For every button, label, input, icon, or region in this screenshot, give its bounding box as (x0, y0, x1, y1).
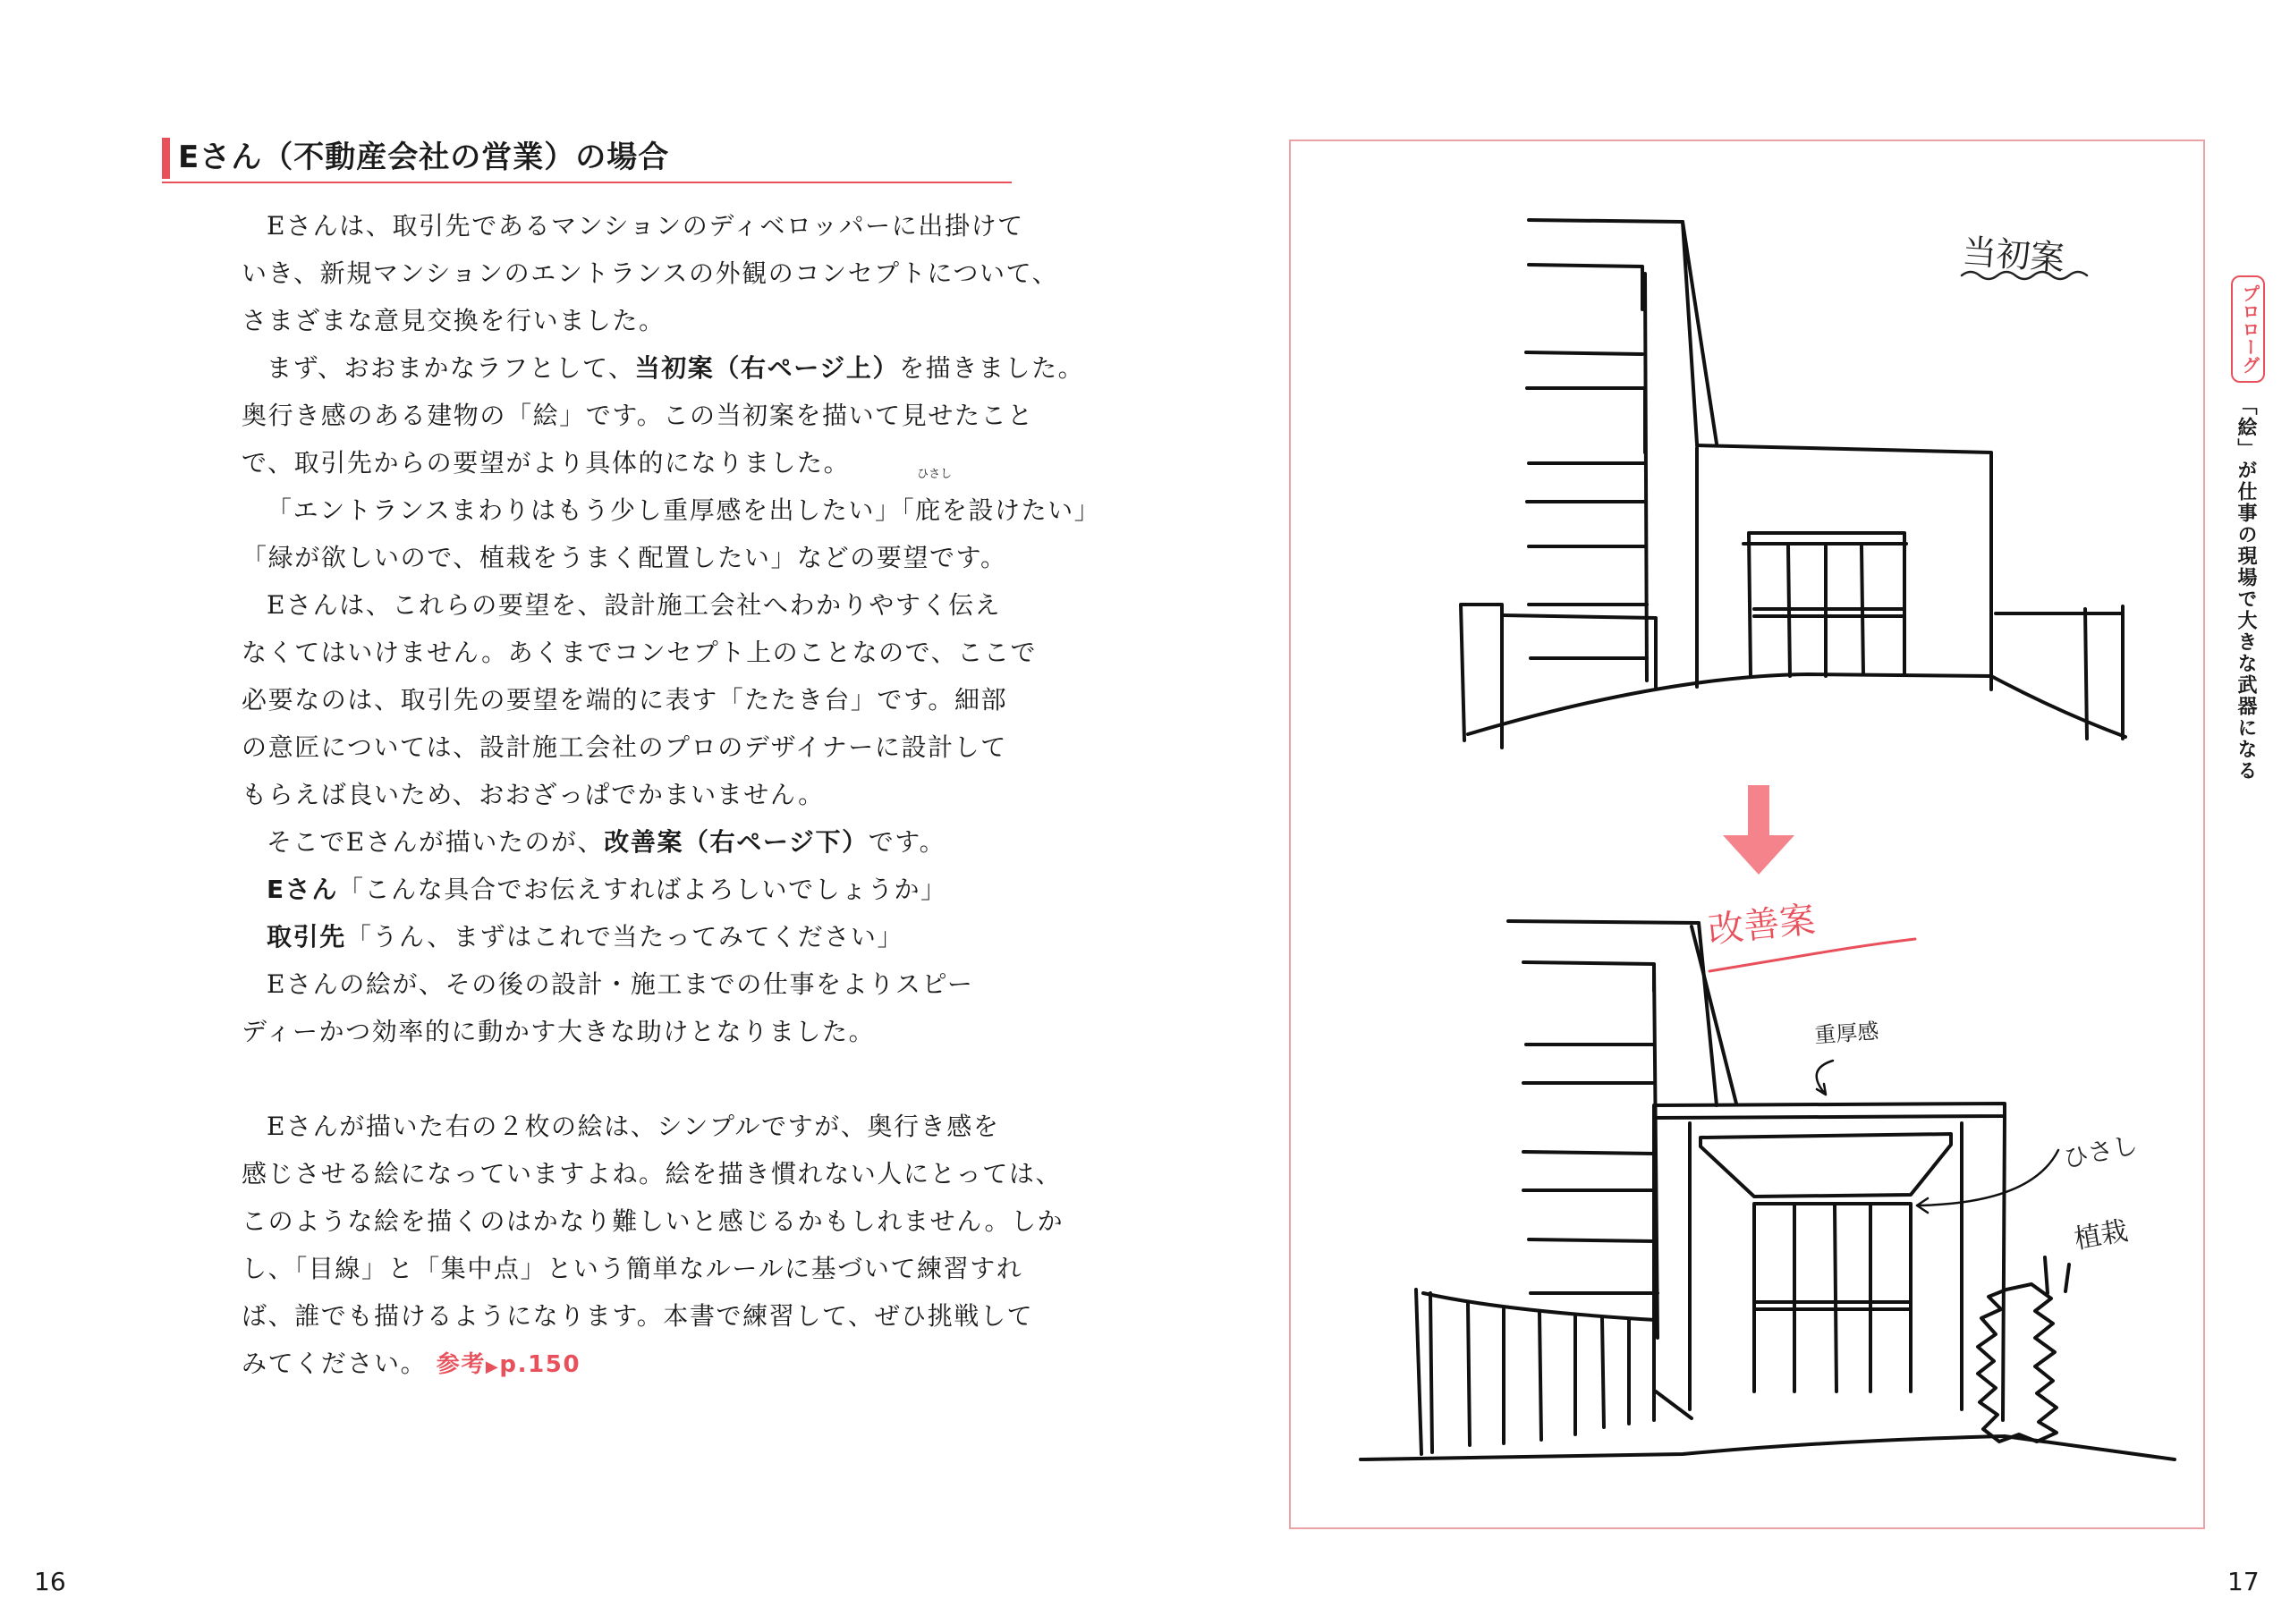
heading-accent-bar (162, 138, 170, 179)
text-line (242, 818, 1011, 866)
heading-text: Eさん（不動産会社の営業）の場合 (178, 140, 670, 175)
text-line (242, 866, 1011, 913)
tower-slant (1683, 222, 1717, 444)
annotation-planting: 植栽 (2072, 1214, 2131, 1256)
text-segment: を設けたい」 (941, 495, 1101, 525)
text-line (242, 392, 1034, 439)
canopy (1701, 1134, 1951, 1197)
fence-slats (1468, 1304, 1629, 1445)
annotation-eaves: ひさし (2060, 1129, 2141, 1174)
improved-plan-sketch (1361, 921, 2175, 1459)
text-segment: の意匠については、設計施工会社のプロのデザイナーに設計して (242, 732, 1007, 762)
chapter-side-tab (2231, 275, 2267, 782)
text-line (242, 1245, 1023, 1292)
ground-line (1361, 1436, 2175, 1459)
prologue-tab[interactable]: プロローグ (2231, 275, 2265, 383)
text-line (242, 581, 1011, 629)
chapter-title: 「絵」が仕事の現場で大きな武器になる (2235, 395, 2258, 782)
improved-plan-label: 改善案 (1706, 899, 1818, 952)
text-line (242, 1292, 1034, 1340)
text-segment: Eさんが描いた右の２枚の絵は、シンプルですが、奥行き感を (267, 1112, 1000, 1141)
heading-underline (162, 182, 1012, 183)
planting-stems (2045, 1257, 2069, 1293)
body-text (242, 202, 1101, 1387)
heavy-roof-slab (1654, 1104, 2005, 1118)
text-segment: Eさんは、取引先であるマンションのディベロッパーに出掛けて (267, 211, 1024, 241)
mid-block (1697, 445, 1991, 689)
text-segment: もらえば良いため、おおざっぱでかまいません。 (242, 780, 825, 809)
speaker-client: 取引先 (267, 922, 346, 952)
planting-shrub (1978, 1284, 2057, 1442)
entrance-transom (1754, 609, 1903, 616)
text-segment: そこでEさんが描いたのが、 (267, 827, 605, 857)
speaker-e: Eさん (267, 875, 338, 904)
building-sketches (1289, 140, 2205, 1529)
text-segment: 「緑が欲しいので、植栽をうまく配置したい」などの要望です。 (242, 543, 1007, 572)
entrance-mullions (1794, 1205, 1870, 1391)
entrance-transom (1756, 1302, 1909, 1309)
text-segment: ば、誰でも描けるようになります。本書で練習して、ぜひ挑戦して (242, 1301, 1034, 1331)
ruby-base: 庇 (915, 495, 942, 525)
text-segment: Eさんは、これらの要望を、設計施工会社へわかりやすく伝え (267, 590, 1002, 620)
text-line (242, 1340, 1011, 1387)
annotation-heaviness: 重厚感 (1813, 1019, 1880, 1048)
text-line (242, 960, 1011, 1008)
text-segment: です。 (868, 827, 946, 857)
text-segment: いき、新規マンションのエントランスの外観のコンセプトについて、 (242, 258, 1059, 288)
text-line (242, 1197, 1064, 1245)
floor-line (1527, 388, 1645, 453)
text-line (242, 913, 1011, 960)
tower-slant (1683, 222, 1697, 444)
text-line (242, 202, 1024, 250)
section-heading (162, 136, 1012, 182)
reference-link[interactable] (437, 1351, 581, 1378)
text-segment: 「こんな具合でお伝えすればよろしいでしょうか」 (337, 875, 947, 904)
text-segment: 必要なのは、取引先の要望を端的に表す「たたき台」です。細部 (242, 685, 1008, 715)
text-line (242, 1008, 1011, 1055)
reference-page: p.150 (499, 1351, 581, 1378)
floor-line (1523, 1152, 1654, 1154)
text-line (242, 676, 1011, 723)
left-wall (1502, 615, 1656, 687)
text-line (242, 771, 1011, 818)
arrow-down-icon (1723, 785, 1794, 875)
text-line (242, 250, 1059, 297)
text-segment: ディーかつ効率的に動かす大きな助けとなりました。 (242, 1017, 876, 1046)
inner-walls (1690, 1123, 1962, 1409)
text-line (242, 723, 1011, 771)
text-line (242, 439, 1011, 486)
text-segment: 「うん、まずはこれで当たってみてください」 (345, 922, 904, 952)
text-line (242, 534, 1011, 581)
tower-roof-line (1529, 220, 1683, 222)
ruby-word (915, 468, 953, 534)
text-segment: なくてはいけません。あくまでコンセプト上のことなので、ここで (242, 638, 1038, 667)
wall-base (1656, 1391, 1692, 1418)
text-line (242, 1150, 1063, 1197)
text-line (242, 629, 1038, 676)
page-number-right: 17 (2227, 1567, 2260, 1596)
entrance-frame (1754, 1204, 1911, 1391)
tower-roof-line (1508, 921, 1699, 923)
floor-line (1526, 352, 1642, 354)
text-segment: を描きました。 (899, 353, 1085, 383)
annotation-arrow (1817, 1061, 1833, 1095)
emphasis-improved-plan: 改善案（右ページ下） (604, 827, 869, 857)
floor-line (1529, 1239, 1656, 1241)
text-segment: で、取引先からの要望がより具体的になりました。 (242, 448, 851, 478)
fence-post (1416, 1290, 1432, 1454)
text-segment: Eさんの絵が、その後の設計・施工までの仕事をよりスピー (267, 969, 974, 999)
right-wall (1996, 606, 2123, 739)
blank-line (242, 1055, 1011, 1103)
floor-line (1523, 962, 1654, 991)
triangle-right-icon: ▶ (485, 1358, 500, 1376)
text-line (242, 344, 1085, 392)
emphasis-initial-plan: 当初案（右ページ上） (634, 353, 900, 383)
floor-line (1529, 265, 1642, 309)
ruby-reading: ひさし (917, 468, 953, 481)
text-line (242, 468, 1101, 534)
text-line (242, 1103, 1011, 1150)
text-segment: さまざまな意見交換を行いました。 (242, 306, 666, 335)
reference-label: 参考 (436, 1351, 486, 1378)
block-walls (1654, 1116, 2005, 1420)
text-segment: みてください。 (242, 1349, 428, 1378)
text-line (242, 297, 1011, 344)
text-segment: まず、おおまかなラフとして、 (267, 353, 635, 383)
ground-line (1468, 674, 2125, 737)
text-segment: このような絵を描くのはかなり難しいと感じるかもしれません。しか (242, 1206, 1064, 1236)
text-segment: し、「目線」と「集中点」という簡単なルールに基づいて練習すれ (242, 1254, 1023, 1283)
text-segment: 感じさせる絵になっていますよね。絵を描き慣れない人にとっては、 (242, 1159, 1063, 1188)
initial-plan-sketch (1461, 220, 2125, 748)
page-number-left: 16 (34, 1567, 66, 1596)
initial-plan-label: 当初案 (1961, 232, 2066, 278)
text-segment: 「エントランスまわりはもう少し重厚感を出したい」「 (267, 495, 916, 525)
text-segment: 奥行き感のある建物の「絵」です。この当初案を描いて見せたこと (242, 401, 1034, 430)
entrance-mullions (1788, 546, 1863, 676)
